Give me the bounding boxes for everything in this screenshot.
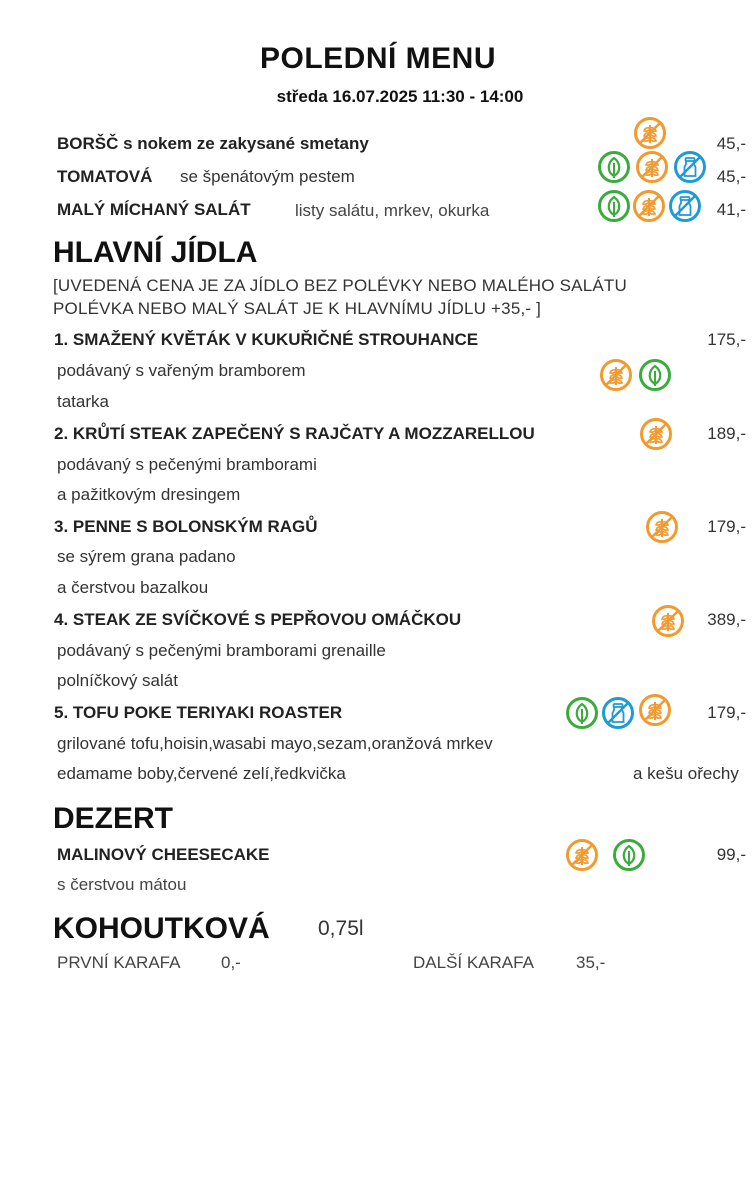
main-dish-price: 179,- [707,517,746,536]
soup-name: TOMATOVÁ [57,167,153,186]
vegetarian-icon [565,696,599,730]
main-dish-description: a pažitkovým dresingem [57,485,241,504]
vegetarian-icon [638,358,672,392]
gluten-icon [645,510,679,544]
mains-note: POLÉVKA NEBO MALÝ SALÁT JE K HLAVNÍMU JÍDLU +35,- ] [53,299,542,318]
gluten-icon [651,604,685,638]
main-dish-description: podávaný s pečenými bramborami [57,455,317,474]
soup-price: 45,- [716,134,746,153]
main-dish-description: podávaný s pečenými bramborami grenaille [57,641,386,660]
gluten-icon [635,150,669,184]
main-dish-name: 1. SMAŽENÝ KVĚTÁK V KUKUŘIČNÉ STROUHANCE [54,330,479,349]
dessert-name: MALINOVÝ CHEESECAKE [57,845,270,864]
menu-date-time: středa 16.07.2025 11:30 - 14:00 [276,87,524,106]
vegetarian-icon [597,189,631,223]
water-volume: 0,75l [318,917,364,940]
gluten-icon [565,838,599,872]
mains-note: [UVEDENÁ CENA JE ZA JÍDLO BEZ POLÉVKY NEBO MALÉHO SALÁTU [53,276,627,295]
gluten-icon [599,358,633,392]
gluten-icon [638,693,672,727]
lactose-icon [668,189,702,223]
main-dish-price: 189,- [707,424,746,443]
soup-name: BORŠČ s nokem ze zakysané smetany [57,134,369,153]
main-dish-name: 3. PENNE S BOLONSKÝM RAGŮ [54,517,318,536]
main-dish-description: podávaný s vařeným bramborem [57,361,306,380]
next-carafe-label: DALŠÍ KARAFA [413,953,534,972]
soup-description: listy salátu, mrkev, okurka [295,201,490,220]
main-dish-description: tatarka [57,392,109,411]
first-carafe-price: 0,- [221,953,241,972]
main-dish-description: polníčkový salát [57,671,178,690]
gluten-icon [639,417,673,451]
main-dish-name: 2. KRŮTÍ STEAK ZAPEČENÝ S RAJČATY A MOZZARELLOU [54,424,535,443]
dessert-price: 99,- [716,845,746,864]
vegetarian-icon [597,150,631,184]
gluten-icon [632,189,666,223]
lactose-icon [673,150,707,184]
main-dish-name: 4. STEAK ZE SVÍČKOVÉ S PEPŘOVOU OMÁČKOU [54,610,462,629]
vegetarian-icon [612,838,646,872]
main-dish-description: a kešu ořechy [633,764,739,783]
main-dish-price: 179,- [707,703,746,722]
page-title: POLEDNÍ MENU [259,42,496,75]
section-title-water: KOHOUTKOVÁ [53,912,270,945]
next-carafe-price: 35,- [576,953,606,972]
main-dish-description: edamame boby,červené zelí,ředkvička [57,764,346,783]
main-dish-description: se sýrem grana padano [57,547,236,566]
gluten-icon [633,116,667,150]
main-dish-name: 5. TOFU POKE TERIYAKI ROASTER [54,703,343,722]
soup-name: MALÝ MÍCHANÝ SALÁT [57,200,251,219]
section-title-mains: HLAVNÍ JÍDLA [53,236,258,269]
first-carafe-label: PRVNÍ KARAFA [57,953,181,972]
soup-price: 41,- [716,200,746,219]
main-dish-price: 175,- [707,330,746,349]
dessert-description: s čerstvou mátou [57,875,187,894]
soup-description: se špenátovým pestem [180,167,355,186]
lactose-icon [601,696,635,730]
main-dish-price: 389,- [707,610,746,629]
main-dish-description: grilované tofu,hoisin,wasabi mayo,sezam,oranžová mrkev [57,734,493,753]
section-title-dessert: DEZERT [53,802,173,835]
soup-price: 45,- [716,167,746,186]
main-dish-description: a čerstvou bazalkou [57,578,209,597]
